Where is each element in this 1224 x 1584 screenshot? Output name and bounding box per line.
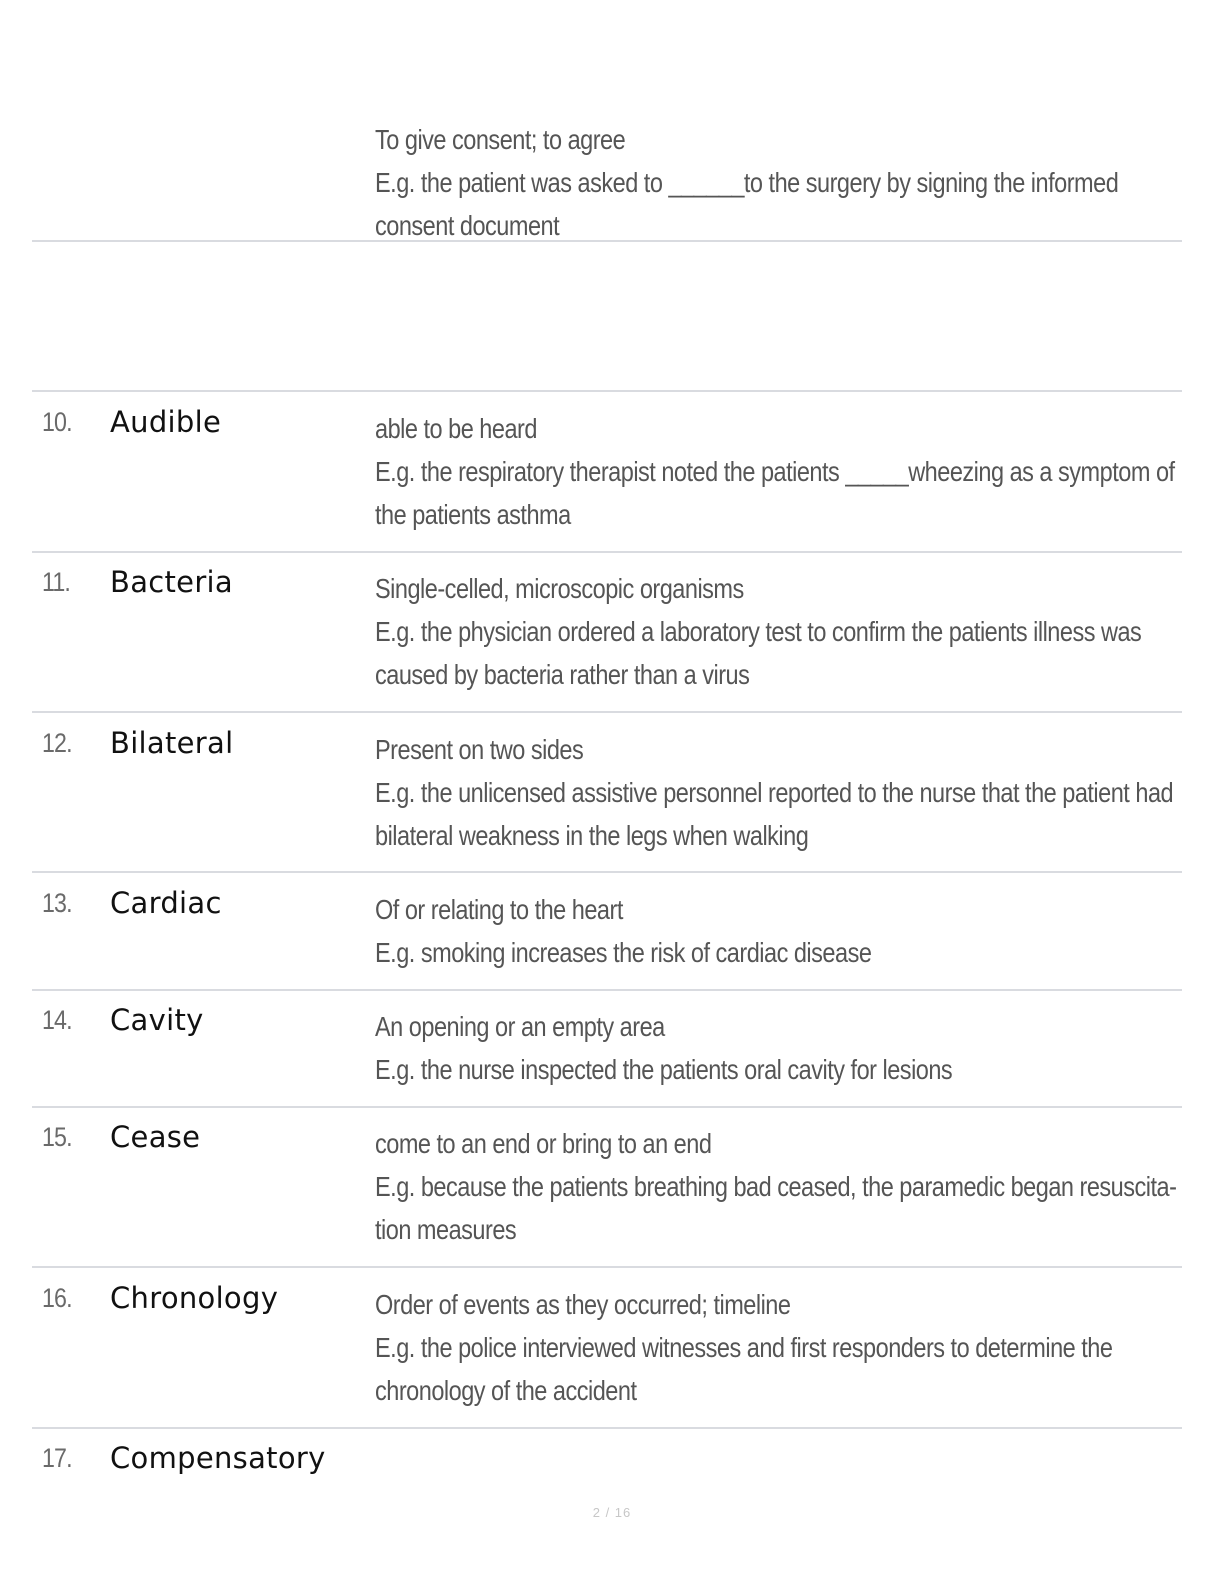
entry-term: Audible bbox=[110, 405, 222, 439]
entry-definition bbox=[375, 728, 1181, 857]
entry-number: 14. bbox=[42, 1005, 72, 1035]
entry-number: 16. bbox=[42, 1283, 72, 1313]
row-divider bbox=[32, 1266, 1182, 1268]
entry-definition bbox=[375, 1283, 1181, 1412]
example-line: bilateral weakness in the legs when walking bbox=[375, 820, 809, 851]
definition-line: able to be heard bbox=[375, 413, 537, 444]
example-line: E.g. the physician ordered a laboratory test to confirm the patients illness was bbox=[375, 616, 1142, 647]
row-divider bbox=[32, 1106, 1182, 1108]
example-line: the patients asthma bbox=[375, 499, 571, 530]
row-divider bbox=[32, 989, 1182, 991]
example-line: E.g. the respiratory therapist noted the patients _____wheezing as a symptom of bbox=[375, 456, 1175, 487]
definition-line: Order of events as they occurred; timeline bbox=[375, 1289, 791, 1320]
row-divider bbox=[32, 871, 1182, 873]
entry-definition bbox=[375, 567, 1181, 696]
row-divider bbox=[32, 390, 1182, 392]
entry-definition bbox=[375, 118, 1181, 247]
entry-definition bbox=[375, 1005, 1181, 1091]
entry-term: Chronology bbox=[110, 1281, 279, 1315]
example-line: caused by bacteria rather than a virus bbox=[375, 659, 750, 690]
example-line: E.g. the nurse inspected the patients oral cavity for lesions bbox=[375, 1054, 953, 1085]
entry-number: 15. bbox=[42, 1122, 72, 1152]
entry-number: 13. bbox=[42, 888, 72, 918]
row-divider bbox=[32, 711, 1182, 713]
definition-line: To give consent; to agree bbox=[375, 124, 626, 155]
row-divider bbox=[32, 240, 1182, 242]
example-line: E.g. smoking increases the risk of cardiac disease bbox=[375, 937, 872, 968]
example-line: consent document bbox=[375, 210, 560, 241]
definition-line: Of or relating to the heart bbox=[375, 894, 623, 925]
entry-term: Bacteria bbox=[110, 565, 233, 599]
example-line: tion measures bbox=[375, 1214, 517, 1245]
entry-term: Compensatory bbox=[110, 1441, 326, 1475]
example-line: E.g. the police interviewed witnesses and first responders to determine the bbox=[375, 1332, 1113, 1363]
example-line: E.g. the unlicensed assistive personnel reported to the nurse that the patient had bbox=[375, 777, 1174, 808]
entry-term: Cavity bbox=[110, 1003, 204, 1037]
definition-line: come to an end or bring to an end bbox=[375, 1128, 712, 1159]
entry-definition bbox=[375, 888, 1181, 974]
row-divider bbox=[32, 1427, 1182, 1429]
example-line: E.g. the patient was asked to ______to the surgery by signing the informed bbox=[375, 167, 1119, 198]
entry-number: 17. bbox=[42, 1443, 72, 1473]
entry-number: 11. bbox=[42, 567, 70, 597]
entry-term: Cardiac bbox=[110, 886, 222, 920]
entry-definition bbox=[375, 1122, 1181, 1251]
definition-line: An opening or an empty area bbox=[375, 1011, 665, 1042]
definition-line: Present on two sides bbox=[375, 734, 584, 765]
definition-line: Single-celled, microscopic organisms bbox=[375, 573, 744, 604]
entry-term: Bilateral bbox=[110, 726, 234, 760]
entry-number: 12. bbox=[42, 728, 72, 758]
entry-number: 10. bbox=[42, 407, 72, 437]
row-divider bbox=[32, 551, 1182, 553]
example-line: chronology of the accident bbox=[375, 1375, 637, 1406]
page-indicator: 2 / 16 bbox=[592, 1505, 632, 1520]
entry-term: Cease bbox=[110, 1120, 201, 1154]
example-line: E.g. because the patients breathing bad ceased, the paramedic began resuscita- bbox=[375, 1171, 1177, 1202]
entry-definition bbox=[375, 407, 1181, 536]
